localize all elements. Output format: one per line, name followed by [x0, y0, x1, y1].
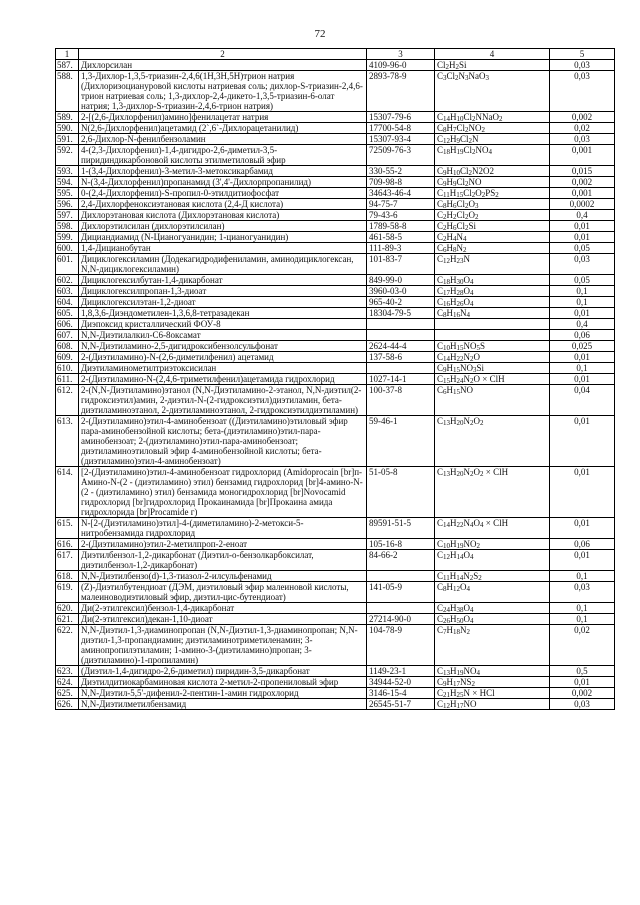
row-number: 590.	[56, 123, 79, 134]
formula: $C_{10}H_{15}NO_5S$	[435, 341, 550, 352]
row-number: 621.	[56, 614, 79, 625]
table-row	[56, 416, 615, 467]
table-row	[56, 254, 615, 275]
cas-number: 94-75-7	[367, 199, 435, 210]
table-row	[56, 177, 615, 188]
substance-name: 2,4-Дихлорфеноксиэтановая кислота (2,4-Д кислота)	[79, 199, 367, 210]
formula: $C_8H_6Cl_2O_3$	[435, 199, 550, 210]
formula	[435, 330, 550, 341]
limit-value: 0,1	[550, 614, 615, 625]
row-number: 601.	[56, 254, 79, 275]
limit-value: 0,001	[550, 145, 615, 166]
formula: $C_2H_6Cl_2Si$	[435, 221, 550, 232]
cas-number: 100-37-8	[367, 385, 435, 416]
formula: $C_2H_4N_4$	[435, 232, 550, 243]
formula: $C_{24}H_{38}O_4$	[435, 603, 550, 614]
row-number: 607.	[56, 330, 79, 341]
cas-number	[367, 330, 435, 341]
substance-name: N,N-Диэтил-5,5'-дифенил-2-пентин-1-амин гидрохлорид	[79, 688, 367, 699]
table-row	[56, 134, 615, 145]
substance-name: (Диэтил-1,4-дигидро-2,6-диметил) пиридин-3,5-дикарбонат	[79, 666, 367, 677]
row-number: 620.	[56, 603, 79, 614]
substance-name: Диэтиламинометилтриэтоксисилан	[79, 363, 367, 374]
table-row	[56, 363, 615, 374]
cas-number: 27214-90-0	[367, 614, 435, 625]
substance-name: 4-(2,3-Дихлорфенил)-1,4-дигидро-2,6-диметил-3,5-пиридиндикарбоновой кислоты этилметиловый эфир	[79, 145, 367, 166]
formula: $C_{13}H_{20}N_2O_2$ × ClH	[435, 467, 550, 518]
substance-name: Дихлорэтилсилан (дихлорэтилсилан)	[79, 221, 367, 232]
limit-value: 0,002	[550, 688, 615, 699]
table-row	[56, 625, 615, 666]
formula: $C_3Cl_2N_3NaO_3$	[435, 71, 550, 112]
substance-name: N,N-Диэтил-1,3-диаминопропан (N,N-Диэтил-1,3-диаминопропан; N,N-диэтил-1,3-пропандиамин; диэтиламинотриметиленамин; 3-аминопропилэтиламин; 1-амино-3-(диэтиламино)пропан; 3-(диэтиламино)-1-пропиламин)	[79, 625, 367, 666]
formula: $C_{13}H_{20}N_2O_2$	[435, 416, 550, 467]
cas-number: 965-40-2	[367, 297, 435, 308]
limit-value: 0,04	[550, 385, 615, 416]
cas-number: 34643-46-4	[367, 188, 435, 199]
formula: $C_9H_9Cl_2NO$	[435, 177, 550, 188]
cas-number: 1789-58-8	[367, 221, 435, 232]
table-row	[56, 232, 615, 243]
table-row	[56, 199, 615, 210]
row-number: 596.	[56, 199, 79, 210]
table-row	[56, 666, 615, 677]
substance-name: 2-(Диэтиламино)-N-(2,6-диметилфенил) ацетамид	[79, 352, 367, 363]
row-number: 605.	[56, 308, 79, 319]
substance-name: Диэпоксид кристаллический ФОУ-8	[79, 319, 367, 330]
limit-value: 0,03	[550, 699, 615, 710]
cas-number: 3960-03-0	[367, 286, 435, 297]
table-row	[56, 71, 615, 112]
limit-value: 0,4	[550, 210, 615, 221]
cas-number: 141-05-9	[367, 582, 435, 603]
limit-value: 0,03	[550, 582, 615, 603]
limit-value: 0,03	[550, 60, 615, 71]
substance-name: Дициклогексилпропан-1,3-диоат	[79, 286, 367, 297]
limit-value: 0,1	[550, 286, 615, 297]
formula: $C_{18}H_{19}Cl_2NO_4$	[435, 145, 550, 166]
cas-number	[367, 603, 435, 614]
row-number: 602.	[56, 275, 79, 286]
substance-name: 1,8,3,6-Диэндометилен-1,3,6,8-тетразадекан	[79, 308, 367, 319]
cas-number: 849-99-0	[367, 275, 435, 286]
limit-value: 0,01	[550, 352, 615, 363]
formula: $C_{14}H_{22}N_2O$	[435, 352, 550, 363]
table-row	[56, 210, 615, 221]
table-row	[56, 699, 615, 710]
formula: $C_{12}H_9Cl_2N$	[435, 134, 550, 145]
row-number: 624.	[56, 677, 79, 688]
substance-name: (Z)-Диэтилбутендиоат (ДЭМ, диэтиловый эфир малеиновой кислоты, малеиноводиэтиловый эфир, диэтил-цис-бутендиоат)	[79, 582, 367, 603]
header-col-2: 2	[79, 49, 367, 60]
limit-value: 0,1	[550, 297, 615, 308]
page-number: 72	[314, 28, 326, 40]
substance-name: N,N-Диэтиламино-2,5-дигидроксибензолсульфонат	[79, 341, 367, 352]
cas-number	[367, 363, 435, 374]
row-number: 597.	[56, 210, 79, 221]
substance-name: Диэтилбензол-1,2-дикарбонат (Диэтил-о-бензолкарбоксилат, диэтилбензол-1,2-дикарбонат)	[79, 550, 367, 571]
table-row	[56, 275, 615, 286]
row-number: 613.	[56, 416, 79, 467]
limit-value: 0,4	[550, 319, 615, 330]
limit-value: 0,03	[550, 254, 615, 275]
row-number: 600.	[56, 243, 79, 254]
cas-number: 461-58-5	[367, 232, 435, 243]
cas-number: 101-83-7	[367, 254, 435, 275]
row-number: 615.	[56, 518, 79, 539]
substance-name: 0-(2,4-Дихлорфенил)-S-пропил-0-этилдитиофосфат	[79, 188, 367, 199]
row-number: 626.	[56, 699, 79, 710]
row-number: 594.	[56, 177, 79, 188]
table-row	[56, 677, 615, 688]
formula: $C_8H_{12}O_4$	[435, 582, 550, 603]
limit-value: 0,01	[550, 308, 615, 319]
limit-value: 0,03	[550, 134, 615, 145]
cas-number: 1149-23-1	[367, 666, 435, 677]
formula: $C_{15}H_{24}N_2O$ × ClH	[435, 374, 550, 385]
row-number: 603.	[56, 286, 79, 297]
table-row	[56, 286, 615, 297]
row-number: 608.	[56, 341, 79, 352]
formula: $C_{10}H_{19}NO_2$	[435, 539, 550, 550]
substance-name: [2-(Диэтиламино)этил-4-аминобензоат гидрохлорид (Amidoprocain [br]п-Амино-N-(2 - (диэтиламино) этил) бензамид гидрохлорид [br]4-амино-N-(2 - (диэтиламино) этил) бензамида моногидрохлорид [br]Novocamid гидрохлорид [br]гидрохлорид Прокаинамида [br]Прокаина амида гидрохлорида [br]Procamide г)	[79, 467, 367, 518]
formula: $C_{21}H_{25}N$ × HCl	[435, 688, 550, 699]
formula: $C_{13}H_{19}NO_4$	[435, 666, 550, 677]
limit-value: 0,01	[550, 467, 615, 518]
row-number: 588.	[56, 71, 79, 112]
cas-number: 2624-44-4	[367, 341, 435, 352]
limit-value: 0,5	[550, 666, 615, 677]
cas-number: 34944-52-0	[367, 677, 435, 688]
formula: $C_2H_2Cl_2O_2$	[435, 210, 550, 221]
cas-number: 17700-54-8	[367, 123, 435, 134]
table-row	[56, 550, 615, 571]
limit-value: 0,01	[550, 232, 615, 243]
row-number: 616.	[56, 539, 79, 550]
substance-name: Дициклогексилэтан-1,2-диоат	[79, 297, 367, 308]
row-number: 610.	[56, 363, 79, 374]
substance-name: Дихлорэтановая кислота (Дихлорэтановая кислота)	[79, 210, 367, 221]
table-row	[56, 571, 615, 582]
cas-number: 84-66-2	[367, 550, 435, 571]
table-row	[56, 221, 615, 232]
substance-name: Дициклогексилбутан-1,4-дикарбонат	[79, 275, 367, 286]
cas-number: 1027-14-1	[367, 374, 435, 385]
limit-value: 0,01	[550, 374, 615, 385]
table-row	[56, 614, 615, 625]
cas-number: 104-78-9	[367, 625, 435, 666]
cas-number: 3146-15-4	[367, 688, 435, 699]
table-row	[56, 582, 615, 603]
formula: $C_8H_7Cl_2NO_2$	[435, 123, 550, 134]
row-number: 591.	[56, 134, 79, 145]
table-row	[56, 308, 615, 319]
row-number: 612.	[56, 385, 79, 416]
formula: $C_{14}H_{22}N_4O_4$ × ClH	[435, 518, 550, 539]
limit-value: 0,06	[550, 539, 615, 550]
table-row	[56, 243, 615, 254]
cas-number: 4109-96-0	[367, 60, 435, 71]
table-row	[56, 297, 615, 308]
table-row	[56, 385, 615, 416]
table-row	[56, 123, 615, 134]
row-number: 598.	[56, 221, 79, 232]
limit-value: 0,1	[550, 363, 615, 374]
cas-number: 18304-79-5	[367, 308, 435, 319]
formula: $C_7H_{18}N_2$	[435, 625, 550, 666]
substance-name: Ди(2-этилгексил)декан-1,10-диоат	[79, 614, 367, 625]
formula: $C_{12}H_{23}N$	[435, 254, 550, 275]
substance-name: N,N-Диэтилалкил-C6-8оксамат	[79, 330, 367, 341]
limit-value: 0,015	[550, 166, 615, 177]
row-number: 606.	[56, 319, 79, 330]
substance-name: 2-[(2,6-Дихлорфенил)амино]фенилацетат натрия	[79, 112, 367, 123]
table-row	[56, 330, 615, 341]
substance-name: 1-(3,4-Дихлорфенил)-3-метил-3-метоксикарбамид	[79, 166, 367, 177]
cas-number: 79-43-6	[367, 210, 435, 221]
row-number: 625.	[56, 688, 79, 699]
formula: $C_9H_{17}NS_2$	[435, 677, 550, 688]
substance-name: N-[2-(Диэтиламино)этил]-4-(диметиламино)-2-метокси-5-нитробензамида гидрохлорид	[79, 518, 367, 539]
table-row	[56, 539, 615, 550]
header-col-1: 1	[56, 49, 79, 60]
row-number: 599.	[56, 232, 79, 243]
formula	[435, 319, 550, 330]
formula: $Cl_2H_2Si$	[435, 60, 550, 71]
row-number: 611.	[56, 374, 79, 385]
limit-value: 0,002	[550, 177, 615, 188]
formula: $C_{12}H_{17}NO$	[435, 699, 550, 710]
table-header-row	[56, 49, 615, 60]
header-col-4: 4	[435, 49, 550, 60]
formula: $C_{17}H_{28}O_4$	[435, 286, 550, 297]
row-number: 609.	[56, 352, 79, 363]
limit-value: 0,02	[550, 625, 615, 666]
limit-value: 0,01	[550, 518, 615, 539]
substance-name: 1,3-Дихлор-1,3,5-триазин-2,4,6(1Н,3Н,5Н)трион натрия (Дихлоризоциануровой кислоты натриевая соль; дихлор-S-триазин-2,4,6-трион натриевая соль; 1,3-дихлор-2,4-дикето-1,3,5-триазин-6-олат натрия; 1,3-дихлор-S-триазин-2,4,6-трион натрия)	[79, 71, 367, 112]
substance-name: 2,6-Дихлор-N-фенилбензоламин	[79, 134, 367, 145]
row-number: 595.	[56, 188, 79, 199]
row-number: 614.	[56, 467, 79, 518]
cas-number: 105-16-8	[367, 539, 435, 550]
table-row	[56, 166, 615, 177]
substance-name: N,N-Диэтилметилбензамид	[79, 699, 367, 710]
substance-name: 2-(Диэтиламино)этил-2-метилпроп-2-еноат	[79, 539, 367, 550]
formula: $C_6H_8N_2$	[435, 243, 550, 254]
substance-name: 2-(Диэтиламино-N-(2,4,6-триметилфенил)ацетамида гидрохлорид	[79, 374, 367, 385]
limit-value: 0,01	[550, 416, 615, 467]
formula: $C_{18}H_{30}O_4$	[435, 275, 550, 286]
formula: $C_9H_{15}NO_3Si$	[435, 363, 550, 374]
row-number: 617.	[56, 550, 79, 571]
substance-name: Дициандиамид (N-Цианогуанидин; 1-цианогуанидин)	[79, 232, 367, 243]
table-row	[56, 188, 615, 199]
limit-value: 0,001	[550, 188, 615, 199]
substance-name: N,N-Диэтилбензо(d)-1,3-тиазол-2-илсульфенамид	[79, 571, 367, 582]
table-row	[56, 145, 615, 166]
limit-value: 0,0002	[550, 199, 615, 210]
cas-number	[367, 319, 435, 330]
cas-number: 26545-51-7	[367, 699, 435, 710]
cas-number: 72509-76-3	[367, 145, 435, 166]
cas-number: 137-58-6	[367, 352, 435, 363]
limit-value: 0,03	[550, 71, 615, 112]
table-row	[56, 60, 615, 71]
cas-number: 15307-93-4	[367, 134, 435, 145]
table-row	[56, 112, 615, 123]
substance-name: N-(3,4-Дихлорфенил)пропанамид (3',4'-Дихлорпропанилид)	[79, 177, 367, 188]
substance-name: N(2,6-Дихлорфенил)ацетамид (2`,6`-Дихлорацетанилид)	[79, 123, 367, 134]
formula: $C_{11}H_{14}N_2S_2$	[435, 571, 550, 582]
limit-value: 0,025	[550, 341, 615, 352]
header-col-3: 3	[367, 49, 435, 60]
limit-value: 0,01	[550, 221, 615, 232]
cas-number: 15307-79-6	[367, 112, 435, 123]
limit-value: 0,01	[550, 550, 615, 571]
row-number: 623.	[56, 666, 79, 677]
formula: $C_{12}H_{14}O_4$	[435, 550, 550, 571]
substance-name: Ди(2-этилгексил)бензол-1,4-дикарбонат	[79, 603, 367, 614]
table-row	[56, 352, 615, 363]
substance-name: 2-(Диэтиламино)этил-4-аминобензоат ((Диэтиламино)этиловый эфир пара-аминобензойной кислоты; бета-(диэтиламино)этил-пара-аминобензоат; 2-(диэтиламино)этил-пара-аминобензоат; диэтиламиноэтиловый эфир 4-аминобензойной кислоты; бета-(диэтиламино)этил-4-аминобензоат)	[79, 416, 367, 467]
substance-name: 1,4-Дицианобутан	[79, 243, 367, 254]
cas-number: 2893-78-9	[367, 71, 435, 112]
table-row	[56, 374, 615, 385]
row-number: 589.	[56, 112, 79, 123]
limit-value: 0,05	[550, 275, 615, 286]
formula: $C_{14}H_{10}Cl_2NNaO_2$	[435, 112, 550, 123]
row-number: 587.	[56, 60, 79, 71]
limit-value: 0,05	[550, 243, 615, 254]
limit-value: 0,02	[550, 123, 615, 134]
limit-value: 0,01	[550, 677, 615, 688]
cas-number: 111-89-3	[367, 243, 435, 254]
formula: $C_8H_{16}N_4$	[435, 308, 550, 319]
cas-number: 89591-51-5	[367, 518, 435, 539]
row-number: 622.	[56, 625, 79, 666]
formula: $C_{11}H_{15}Cl_2O_2PS_2$	[435, 188, 550, 199]
table-row	[56, 688, 615, 699]
substance-name: Диэтилдитиокарбаминовая кислота 2-метил-2-пропениловый эфир	[79, 677, 367, 688]
formula: $C_{16}H_{26}O_4$	[435, 297, 550, 308]
substance-name: Дихлорсилан	[79, 60, 367, 71]
limit-value: 0,06	[550, 330, 615, 341]
row-number: 592.	[56, 145, 79, 166]
table-row	[56, 518, 615, 539]
cas-number: 709-98-8	[367, 177, 435, 188]
formula: $C_9H_{10}Cl_2N2O2$	[435, 166, 550, 177]
row-number: 619.	[56, 582, 79, 603]
table-row	[56, 319, 615, 330]
table-body	[56, 60, 615, 710]
substance-name: 2-(N,N-Диэтиламино)этанол (N,N-Диэтиламино-2-этанол, N,N-диэтил(2-гидроксиэтил)амин, 2-диэтил-N-(2-гидроксиэтил)диэтиламин, бета-диэтиламиноэтанол, 2-диэтиламиноэтанол, 2-гидроксиэтилдиэтиламин)	[79, 385, 367, 416]
row-number: 604.	[56, 297, 79, 308]
limit-value: 0,1	[550, 571, 615, 582]
table-row	[56, 341, 615, 352]
formula: $C_6H_{15}NO$	[435, 385, 550, 416]
substance-name: Дициклогексиламин (Додекагидродифениламин, аминодициклогексан, N,N-дициклогексиламин)	[79, 254, 367, 275]
table-row	[56, 603, 615, 614]
table-row	[56, 467, 615, 518]
formula: $C_{26}H_{50}O_4$	[435, 614, 550, 625]
header-col-5: 5	[550, 49, 615, 60]
limit-value: 0,002	[550, 112, 615, 123]
cas-number	[367, 571, 435, 582]
cas-number: 330-55-2	[367, 166, 435, 177]
row-number: 593.	[56, 166, 79, 177]
cas-number: 51-05-8	[367, 467, 435, 518]
cas-number: 59-46-1	[367, 416, 435, 467]
substance-table	[55, 48, 615, 710]
limit-value: 0,1	[550, 603, 615, 614]
row-number: 618.	[56, 571, 79, 582]
